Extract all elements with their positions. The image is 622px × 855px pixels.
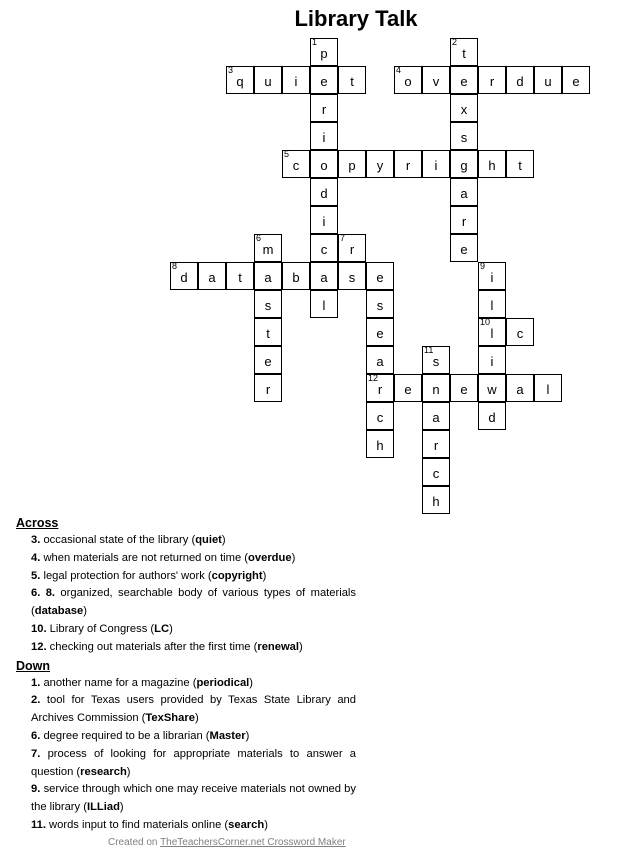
cell-letter: l [490,298,494,313]
clue-text: process of looking for appropriate materials to answer a question ( [31,747,356,778]
clue-answer: search [228,818,265,831]
clue-number: 1 [312,37,318,47]
cell-letter: r [461,214,467,229]
cell-letter: y [376,158,384,173]
grid-cell [310,122,338,150]
grid-cell [254,346,282,374]
clue-number: 8 [172,261,178,271]
down-header: Down [16,658,51,673]
grid-cell [310,234,338,262]
grid-cell [310,150,338,178]
cell-letter: u [544,74,552,89]
cell-letter: s [348,270,356,285]
grid-cell [422,346,450,374]
clue-num: 9. [31,783,41,796]
grid-cell [478,402,506,430]
clue-answer: overdue [248,551,292,564]
cell-letter: u [264,74,272,89]
grid-cell [478,66,506,94]
grid-cell [366,262,394,290]
clue-number: 7 [340,233,346,243]
clue-end: ) [264,818,268,831]
clue-text: occasional state of the library ( [43,534,196,546]
grid-cell [450,38,478,66]
grid-cell [478,346,506,374]
clue-number: 12 [368,373,379,383]
clue-end: ) [262,569,267,582]
clue-number: 5 [284,149,290,159]
grid-cell [310,94,338,122]
grid-cell [338,66,366,94]
grid-cell [310,206,338,234]
cell-letter: s [264,298,272,313]
clue-end: ) [126,765,131,778]
cell-letter: c [320,242,328,257]
cell-letter: l [546,382,550,397]
cell-letter: r [321,102,327,117]
grid-cell [422,150,450,178]
cell-letter: e [376,326,384,341]
grid-cell [394,374,422,402]
clue-answer: database [34,605,84,618]
cell-letter: t [462,46,466,61]
grid-cell [254,66,282,94]
across-clue [16,532,356,550]
cell-letter: a [516,382,524,397]
clue-num: 2. [31,694,41,707]
grid-cell [506,66,534,94]
grid-cell [226,66,254,94]
clue-num: 5. [31,569,41,582]
grid-cell [478,150,506,178]
grid-cell [534,374,562,402]
footer-link[interactable]: TheTeachersCorner.net Crossword Maker [160,837,346,848]
across-clue [16,621,356,639]
cell-letter: s [376,298,384,313]
cell-letter: d [488,410,496,425]
clue-end: ) [169,622,173,635]
across-clue [16,585,356,621]
cell-letter: h [432,494,440,509]
grid-cell [506,150,534,178]
clue-end: ) [119,801,124,814]
grid-cell [450,178,478,206]
cell-letter: c [376,410,384,425]
cell-letter: t [518,158,522,173]
cell-letter: t [350,74,354,89]
cell-letter: e [460,382,468,397]
clue-answer: periodical [196,676,250,689]
clue-text: checking out materials after the first time ( [49,640,258,653]
clue-text: legal protection for authors' work ( [43,569,212,582]
cell-letter: x [460,102,468,117]
grid-cell [254,374,282,402]
cell-letter: a [460,186,468,201]
clue-answer: LC [154,622,170,635]
grid-cell [338,150,366,178]
cell-letter: o [320,158,328,173]
grid-cell [422,430,450,458]
clue-number: 10 [480,317,491,327]
cell-letter: d [320,186,328,201]
clue-num: 10. [31,622,47,635]
cell-letter: e [460,74,468,89]
cell-letter: q [236,74,244,89]
cell-letter: l [490,326,494,341]
grid-cell [478,262,506,290]
cell-letter: i [434,158,438,173]
grid-cell [310,290,338,318]
cell-letter: r [405,158,411,173]
cell-letter: e [572,74,580,89]
down-clue [16,692,356,728]
grid-cell [506,374,534,402]
cell-letter: s [460,130,468,145]
clue-list [16,514,356,835]
grid-cell [506,318,534,346]
cell-letter: w [487,382,497,397]
grid-cell [450,94,478,122]
grid-cell [366,430,394,458]
clue-answer: ILLiad [86,801,120,814]
cell-letter: g [460,158,468,173]
clue-answer: Master [209,729,246,742]
cell-letter: v [432,74,440,89]
grid-cell [254,290,282,318]
cell-letter: p [320,46,328,61]
clue-answer: renewal [257,640,300,653]
grid-cell [450,66,478,94]
down-clue [16,781,356,817]
cell-letter: r [265,382,271,397]
cell-letter: a [320,270,328,285]
cell-letter: a [376,354,384,369]
cell-letter: d [180,270,188,285]
clue-number: 6 [256,233,262,243]
cell-letter: i [322,130,326,145]
clue-num: 12. [31,640,47,653]
clue-text: words input to find materials online ( [49,818,229,831]
clue-num: 6. 8. [31,587,56,600]
cell-letter: e [264,354,272,369]
clue-num: 1. [31,676,41,689]
cell-letter: l [322,298,326,313]
cell-letter: h [376,438,384,453]
grid-cell [282,66,310,94]
clue-num: 4. [31,551,41,564]
footer-credit [108,837,346,848]
grid-cell [310,38,338,66]
across-clues [16,532,356,657]
clue-text: organized, searchable body of various types of materials ( [31,587,357,618]
grid-cell [478,374,506,402]
grid-cell [254,262,282,290]
clue-end: ) [194,712,199,725]
clue-text: Library of Congress ( [49,622,155,635]
grid-cell [226,262,254,290]
clue-end: ) [83,605,87,618]
clue-text: degree required to be a librarian ( [43,729,210,742]
across-clue [16,550,356,568]
cell-letter: a [432,410,440,425]
grid-cell [198,262,226,290]
grid-cell [478,290,506,318]
grid-cell [338,262,366,290]
grid-cell [254,234,282,262]
down-clue [16,817,356,835]
grid-cell [562,66,590,94]
cell-letter: d [516,74,524,89]
cell-letter: c [516,326,524,341]
grid-cell [450,234,478,262]
clue-answer: copyright [211,569,263,582]
cell-letter: i [490,270,494,285]
across-clue [16,639,356,657]
clue-number: 11 [424,345,434,355]
clue-num: 11. [31,818,46,831]
grid-cell [310,262,338,290]
cell-letter: t [266,326,270,341]
clue-text: another name for a magazine ( [43,676,197,689]
grid-cell [394,66,422,94]
cell-letter: p [348,158,356,173]
clue-answer: quiet [195,534,222,546]
grid-cell [450,150,478,178]
cell-letter: t [238,270,242,285]
clue-text: when materials are not returned on time ( [43,551,249,564]
down-clue [16,728,356,746]
cell-letter: m [262,242,274,257]
grid-cell [366,318,394,346]
clue-text: tool for Texas users provided by Texas State Library and Archives Commission ( [31,694,356,725]
cell-letter: e [460,242,468,257]
grid-cell [534,66,562,94]
cell-letter: i [294,74,298,89]
clue-end: ) [249,676,254,689]
clue-number: 9 [480,261,486,271]
down-clue [16,675,356,693]
grid-cell [450,374,478,402]
grid-cell [170,262,198,290]
grid-cell [338,234,366,262]
cell-letter: h [488,158,496,173]
grid-cell [366,374,394,402]
across-clue [16,568,356,586]
clue-end: ) [221,534,226,546]
clue-number: 3 [228,65,234,75]
grid-cell [422,486,450,514]
grid-cell [450,206,478,234]
cell-letter: i [490,354,494,369]
cell-letter: c [432,466,440,481]
grid-cell [366,290,394,318]
grid-cell [282,262,310,290]
cell-letter: r [489,74,495,89]
clue-num: 7. [31,747,41,760]
grid-cell [366,402,394,430]
grid-cell [422,458,450,486]
cell-letter: n [432,382,440,397]
clue-number: 2 [452,37,458,47]
clue-text: service through which one may receive materials not owned by the library ( [31,783,357,814]
cell-letter: b [292,270,300,285]
cell-letter: r [349,242,355,257]
page-title: Library Talk [294,6,418,31]
clue-number: 4 [396,65,402,75]
cell-letter: s [432,354,440,369]
clue-answer: TexShare [145,712,195,725]
grid-cell [310,178,338,206]
cell-letter: r [377,382,383,397]
cell-letter: c [292,158,300,173]
clue-end: ) [245,729,250,742]
clue-answer: research [80,765,127,778]
grid-cell [366,150,394,178]
grid-cell [422,374,450,402]
cell-letter: e [320,74,328,89]
clue-num: 6. [31,729,41,742]
down-clue [16,746,356,782]
grid-cell [366,346,394,374]
cell-letter: i [322,214,326,229]
clue-end: ) [291,551,296,564]
cell-letter: r [433,438,439,453]
down-clues [16,675,356,835]
grid-cell [478,318,506,346]
clue-end: ) [299,640,303,653]
grid-cell [310,66,338,94]
grid-cell [254,318,282,346]
grid-cell [394,150,422,178]
grid-cell [422,66,450,94]
cell-letter: o [404,74,412,89]
clue-num: 3. [31,534,41,546]
cell-letter: e [404,382,412,397]
cell-letter: a [208,270,216,285]
cell-letter: a [264,270,272,285]
grid-cell [450,122,478,150]
footer-prefix: Created on [108,837,161,848]
across-header: Across [16,516,59,530]
grid-cell [282,150,310,178]
cell-letter: e [376,270,384,285]
grid-cell [422,402,450,430]
